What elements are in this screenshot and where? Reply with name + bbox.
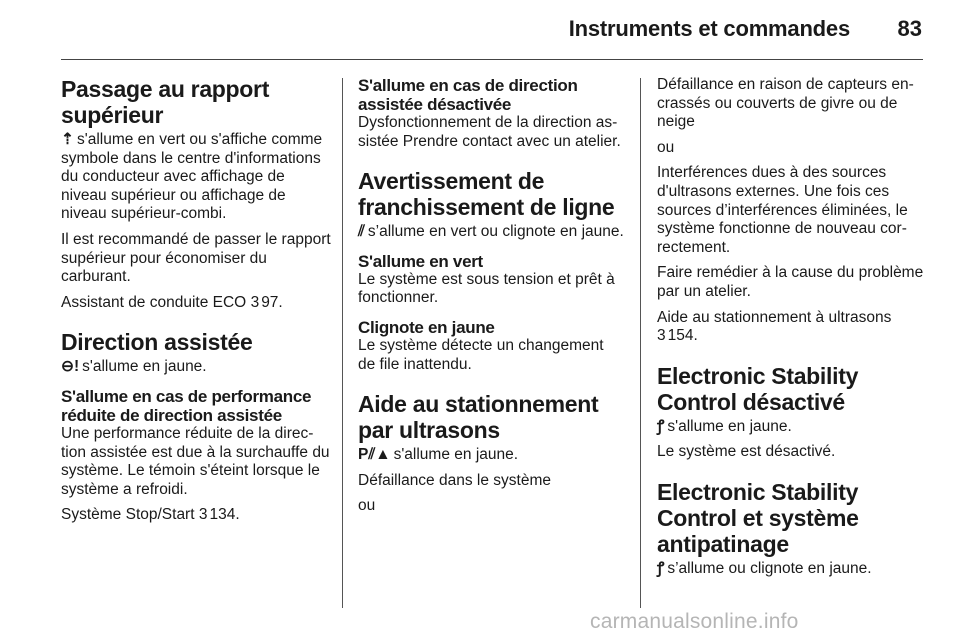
column-3 — [657, 76, 927, 586]
paragraph-parking-ref — [657, 309, 927, 346]
paragraph-upshift-2: Il est recommandé de passer le rapport supérieur pour économiser du carburant. — [61, 230, 331, 286]
paragraph-reduced-performance: Une performance réduite de la direction assistée est due à la surchauffe du système. Le témoin s'éteint lorsque le système a refroidi. — [61, 424, 330, 498]
column-1 — [61, 76, 333, 532]
paragraph-esc-traction — [657, 560, 927, 579]
paragraph-esc-off-text: s'allume en jaune. — [667, 417, 792, 435]
upshift-icon: ⇡ — [61, 131, 74, 148]
subheading-reduced-performance: S'allume en cas de performance réduite de direction assistée — [61, 386, 312, 425]
paragraph-steering — [61, 358, 333, 377]
parking-page-ref[interactable]: 154. — [667, 327, 698, 345]
watermark: carmanualsonline.info — [590, 610, 799, 633]
paragraph-sensor-fault: Défaillance en raison de capteurs encrassés ou couverts de givre ou de neige — [657, 76, 914, 131]
paragraph-upshift-3 — [61, 294, 333, 313]
heading-power-steering: Direction assistée — [61, 329, 253, 356]
column-divider-2 — [640, 78, 641, 608]
header-title: Instruments et commandes — [568, 16, 850, 41]
paragraph-green: Le système est sous tension et prêt à fonctionner. — [358, 270, 615, 307]
lane-departure-icon: ⫽ — [358, 223, 365, 241]
esc-off-icon: ꝭ — [657, 417, 665, 435]
paragraph-upshift-1-text: s'allume en vert ou s'affiche comme symbole dans le centre d'informations du conducteur avec affichage de niveau supérieur ou affichage de niveau supérieur-combi. — [61, 131, 323, 223]
paragraph-parking-3: ou — [358, 497, 376, 515]
paragraph-parking-text: s'allume en jaune. — [393, 446, 519, 464]
paragraph-yellow: Le système détecte un changement de file inattendu. — [358, 336, 604, 373]
paragraph-lane-text: s’allume en vert ou clignote en jaune. — [367, 223, 624, 241]
subheading-green: S'allume en vert — [358, 251, 483, 271]
column-2 — [358, 76, 624, 523]
paragraph-esc-traction-text: s’allume ou clignote en jaune. — [667, 559, 872, 577]
subheading-yellow: Clignote en jaune — [358, 317, 495, 337]
page-number: 83 — [897, 16, 922, 41]
stop-start-page-ref[interactable]: 134. — [209, 506, 240, 524]
heading-parking-assist: Aide au stationnement par ultrasons — [358, 391, 599, 444]
heading-esc-traction: Electronic Stability Control et système antipatinage — [657, 478, 859, 557]
paragraph-steering-deactivated: Dysfonctionnement de la direction assistée Prendre contact avec un atelier. — [358, 114, 621, 150]
eco-assistant-text: Assistant de conduite ECO — [61, 293, 247, 311]
paragraph-steering-text: s'allume en jaune. — [82, 358, 207, 376]
paragraph-or: ou — [657, 138, 675, 156]
stop-start-text: Système Stop/Start — [61, 506, 195, 524]
parking-ref-text: Aide au stationnement à ultrasons — [657, 308, 892, 326]
heading-esc-off: Electronic Stability Control désactivé — [657, 362, 859, 415]
eco-assistant-page-ref[interactable]: 97. — [261, 293, 283, 311]
paragraph-upshift-1 — [61, 131, 333, 224]
paragraph-interference: Interférences dues à des sources d'ultrasons externes. Une fois ces sources d’interférences éliminées, le système fonctionne de nouveau correctement. — [657, 164, 908, 256]
esc-traction-icon: ꝭ — [657, 559, 665, 577]
steering-warning-icon: ⊖! — [61, 358, 80, 376]
header-divider — [61, 59, 923, 60]
reference-arrow-icon: 3 — [198, 506, 208, 524]
reference-arrow-icon: 3 — [250, 293, 260, 311]
paragraph-parking — [358, 446, 624, 465]
paragraph-workshop: Faire remédier à la cause du problème par un atelier. — [657, 264, 924, 300]
column-divider-1 — [342, 78, 343, 608]
paragraph-parking-2: Défaillance dans le système — [358, 471, 551, 489]
paragraph-stop-start — [61, 506, 333, 525]
heading-lane-departure: Avertissement de franchissement de ligne — [358, 168, 615, 221]
parking-assist-icon: P⫽▲ — [358, 446, 391, 464]
subheading-steering-deactivated: S'allume en cas de direction assistée désactivée — [358, 76, 578, 114]
paragraph-lane — [358, 223, 624, 242]
reference-arrow-icon: 3 — [657, 327, 666, 345]
paragraph-esc-off — [657, 418, 927, 437]
heading-upshift: Passage au rapport supérieur — [61, 76, 270, 128]
paragraph-esc-off-2: Le système est désactivé. — [657, 443, 836, 461]
